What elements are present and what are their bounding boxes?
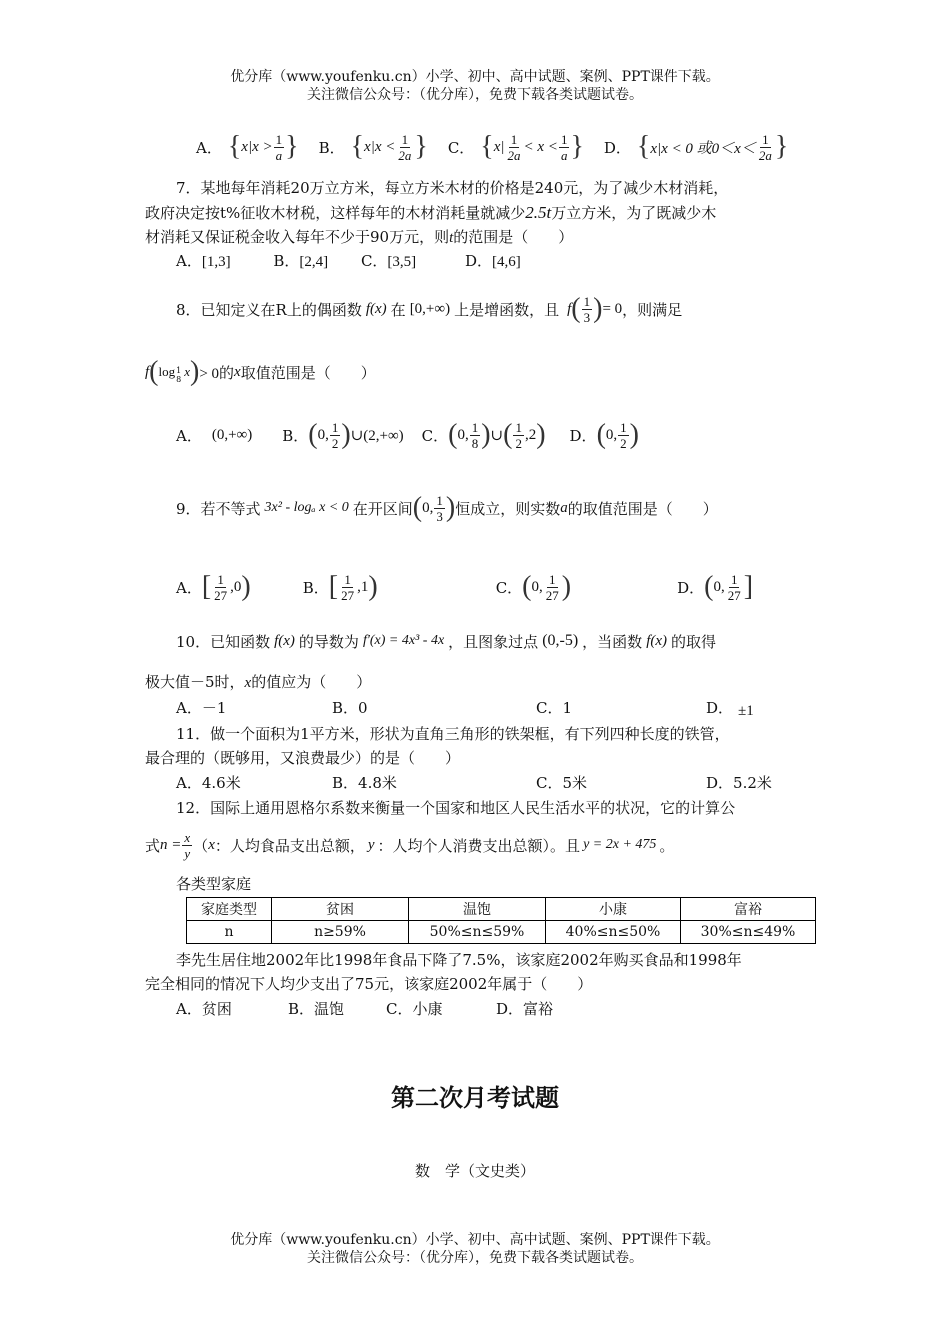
q9-line-1: 9．若不等式 3x² - logₐ x < 0 在开区间 ( 0, $\frac{1}{3}$ ) 恒成立，则实数 a 的取值范围是（ ） <box>176 492 718 524</box>
q6-option-d: { x|x < 0 或0＜x＜ $\frac{1}{2a}$ } <box>636 131 789 163</box>
section-subtitle: 数 学（文史类） <box>414 1162 535 1180</box>
q8-line-2: f ( log 1 8 x ) > 0的 x 取值范围是（ ） <box>145 356 376 387</box>
table-header-row <box>187 898 816 921</box>
table-header-cell: 温饱 <box>409 898 546 921</box>
header-line-2: 关注微信公众号：（优分库），免费下载各类试题试卷。 <box>307 87 643 103</box>
q6-option-b: { x|x < $\frac{1}{2a}$ } <box>350 131 428 163</box>
section-title: 第二次月考试题 <box>391 1084 559 1112</box>
table-caption: 各类型家庭 <box>176 875 252 893</box>
table-header-cell: 富裕 <box>681 898 816 921</box>
q12-after-2: 完全相同的情况下人均少支出了75元，该家庭2002年属于（ ） <box>145 975 593 993</box>
q10-line-2: 极大值－5时，x的值应为（ ） <box>145 673 372 691</box>
q9-options: A． [ $\frac{1}{27}$ ,0 ) B． [ $\frac{1}{27}$ ,1 ) C． ( 0, $\frac{1}{27}$ ) D． ( 0, $\frac{1}{27}$ ] <box>176 571 754 603</box>
q12-after-1: 李先生居住地2002年比1998年食品下降了7.5%，该家庭2002年购买食品和1998年 <box>176 951 742 969</box>
q7-options: A．[1,3] B．[2,4] C．[3,5] D．[4,6] <box>176 252 521 270</box>
footer-line-2: 关注微信公众号：（优分库），免费下载各类试题试卷。 <box>307 1250 643 1266</box>
q6-option-a: { x|x > $\frac{1}{a}$ } <box>227 131 299 163</box>
q8-options: A． (0,+∞) B． ( 0, $\frac{1}{2}$ ) ∪(2,+∞) C． ( 0, $\frac{1}{8}$ ) ∪ ( $\frac{1}{2}$ ,2 ) D． ( 0, $\frac{1}{2}$ ) <box>176 419 639 451</box>
table-row <box>187 921 816 944</box>
q11-line-2: 最合理的（既够用，又浪费最少）的是（ ） <box>145 749 461 767</box>
q6-option-a-label: A． <box>196 138 222 157</box>
q11-line-1: 11．做一个面积为1平方米，形状为直角三角形的铁架框，有下列四种长度的铁管， <box>176 725 730 743</box>
header-line-1: 优分库（www.youfenku.cn）小学、初中、高中试题、案例、PPT课件下载。 <box>230 69 720 85</box>
q6-option-b-label: B． <box>318 138 345 157</box>
table-cell: n <box>187 921 272 944</box>
q6-options <box>196 124 788 170</box>
q8-line-1: 8．已知定义在R上的偶函数 f(x) 在 [0,+∞) 上是增函数，且 f ( $\frac{1}{3}$ ) = 0 ，则满足 <box>176 293 683 325</box>
q10-line-1: 10．已知函数 f(x) 的导数为 f′(x) = 4x³ - 4x ，且图象过点 (0,-5) ，当函数 f(x) 的取得 <box>176 632 717 651</box>
table-cell: 40%≤n≤50% <box>546 921 681 944</box>
q6-option-c: { x| $\frac{1}{2a}$ < x < $\frac{1}{a}$ } <box>480 131 584 163</box>
q12-line-1: 12．国际上通用恩格尔系数来衡量一个国家和地区人民生活水平的状况，它的计算公 <box>176 799 736 817</box>
table-cell: 30%≤n≤49% <box>681 921 816 944</box>
q7-line-3: 材消耗又保证税金收入每年不少于90万元，则t的范围是（ ） <box>145 228 574 246</box>
q7-line-2: 政府决定按t%征收木材税，这样每年的木材消耗量就减少2.5t万立方米，为了既减少木 <box>145 203 717 222</box>
table-header-cell: 贫困 <box>272 898 409 921</box>
table-cell: 50%≤n≤59% <box>409 921 546 944</box>
q6-option-c-label: C． <box>447 138 475 157</box>
table-header-cell: 家庭类型 <box>187 898 272 921</box>
q6-option-d-label: D． <box>603 138 631 157</box>
footer-line-1: 优分库（www.youfenku.cn）小学、初中、高中试题、案例、PPT课件下载。 <box>230 1232 720 1248</box>
family-type-table <box>186 897 816 944</box>
q12-line-2: 式 n = $\frac{x}{y}$ （ x ：人均食品支出总额， y ：人均个人消费支出总额）。且 y = 2x + 475 。 <box>145 829 675 861</box>
table-header-cell: 小康 <box>546 898 681 921</box>
table-cell: n≥59% <box>272 921 409 944</box>
q7-line-1: 7．某地每年消耗20万立方米，每立方米木材的价格是240元，为了减少木材消耗， <box>176 179 729 197</box>
